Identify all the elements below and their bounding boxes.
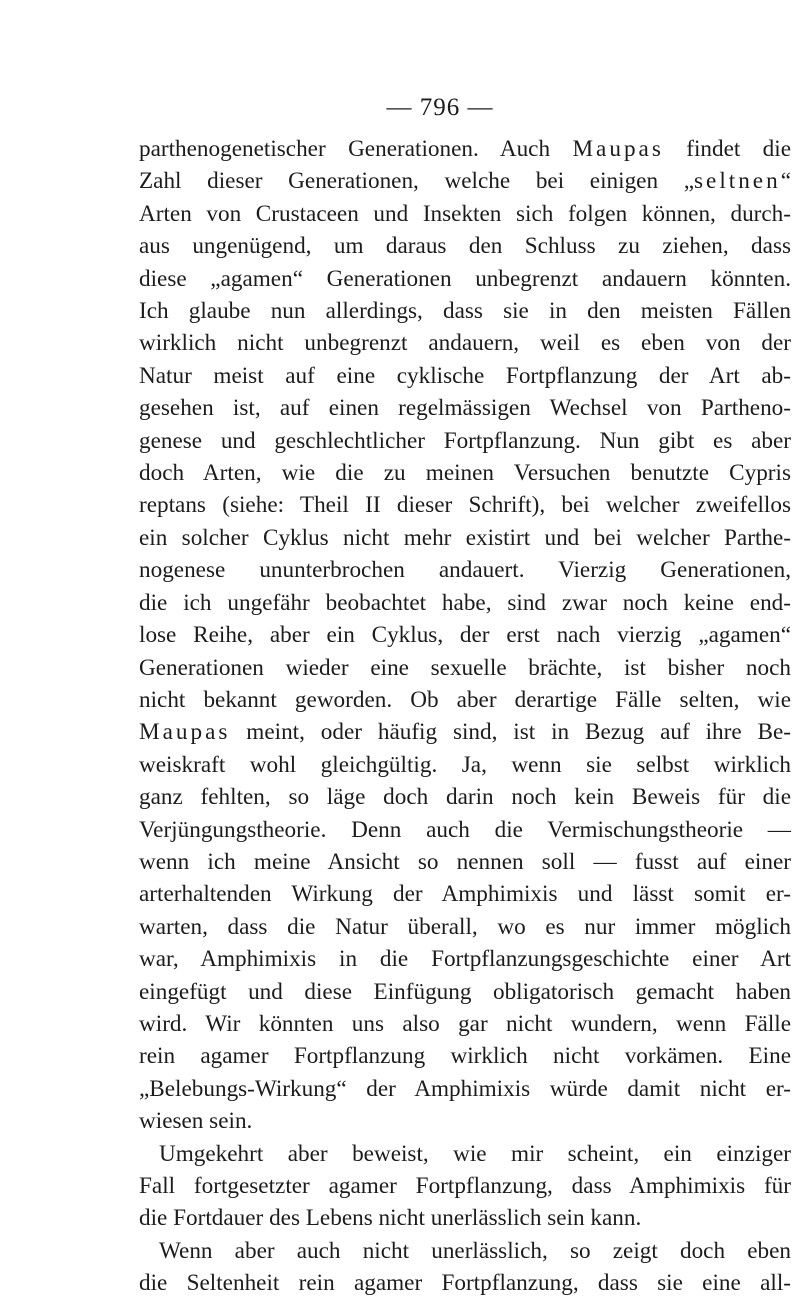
text-segment: Umgekehrt aber beweist, wie mir scheint, ein einziger	[159, 1140, 791, 1167]
text-segment: aus ungenügend, um daraus den Schluss zu ziehen, dass	[139, 233, 791, 260]
text-segment: Zahl dieser Generationen, welche bei einigen „	[139, 168, 695, 195]
text-segment: ein solcher Cyklus nicht mehr existirt und bei welcher Parthe-	[139, 524, 791, 551]
text-line	[139, 457, 791, 489]
text-line	[139, 425, 791, 457]
text-segment: Natur meist auf eine cyklische Fortpflanzung der Art ab-	[139, 362, 791, 389]
text-segment: diese „agamen“ Generationen unbegrenzt andauern könnten.	[139, 265, 791, 292]
text-segment: genese und geschlechtlicher Fortpflanzung. Nun gibt es aber	[139, 427, 791, 454]
text-segment: die Fortdauer des Lebens nicht unerlässlich sein kann.	[139, 1205, 642, 1232]
text-segment: wirklich nicht unbegrenzt andauern, weil es eben von der	[139, 330, 791, 357]
text-line	[139, 263, 791, 295]
text-line	[139, 976, 791, 1008]
text-segment: die Seltenheit rein agamer Fortpflanzung, dass sie eine all-	[139, 1270, 791, 1297]
text-segment: nogenese ununterbrochen andauert. Vierzig Generationen,	[139, 557, 791, 584]
text-line	[139, 327, 791, 359]
text-line	[139, 1008, 791, 1040]
text-line	[139, 489, 791, 521]
text-line	[139, 749, 791, 781]
text-segment: Arten von Crustaceen und Insekten sich folgen können, durch-	[139, 200, 791, 227]
text-segment: warten, dass die Natur überall, wo es nur immer möglich	[139, 913, 791, 940]
text-line	[139, 360, 791, 392]
body-text	[139, 133, 791, 1300]
text-line	[139, 198, 791, 230]
emphasized-text: seltnen	[694, 168, 781, 195]
text-line	[139, 587, 791, 619]
text-line	[139, 911, 791, 943]
page-number: — 796 —	[386, 94, 494, 121]
text-line	[139, 1073, 791, 1105]
text-segment: doch Arten, wie die zu meinen Versuchen benutzte Cypris	[139, 460, 791, 487]
text-segment: Verjüngungstheorie. Denn auch die Vermischungstheorie —	[139, 816, 791, 843]
text-line	[139, 781, 791, 813]
text-segment: ganz fehlten, so läge doch darin noch kein Beweis für die	[139, 784, 791, 811]
text-line	[139, 943, 791, 975]
text-line	[139, 230, 791, 262]
text-line	[139, 846, 791, 878]
text-segment: weiskraft wohl gleichgültig. Ja, wenn sie selbst wirklich	[139, 751, 791, 778]
text-segment: parthenogenetischer Generationen. Auch	[139, 136, 573, 162]
text-segment: Generationen wieder eine sexuelle brächte, ist bisher noch	[139, 654, 791, 681]
text-line	[139, 392, 791, 424]
text-line	[139, 716, 791, 748]
text-line	[139, 878, 791, 910]
text-segment: die ich ungefähr beobachtet habe, sind zwar noch keine end-	[139, 589, 791, 616]
text-line	[139, 619, 791, 651]
text-segment: Fall fortgesetzter agamer Fortpflanzung, dass Amphimixis für	[139, 1173, 791, 1199]
text-line	[139, 814, 791, 846]
text-segment: war, Amphimixis in die Fortpflanzungsgeschichte einer Art	[139, 946, 791, 973]
text-segment: lose Reihe, aber ein Cyklus, der erst nach vierzig „agamen“	[139, 622, 791, 649]
text-line	[139, 684, 791, 716]
text-segment: wiesen sein.	[139, 1108, 253, 1135]
text-line	[139, 133, 791, 165]
text-line	[139, 1202, 791, 1234]
text-segment: eingefügt und diese Einfügung obligatorisch gemacht haben	[139, 978, 791, 1005]
text-line	[139, 1105, 791, 1137]
text-line	[139, 652, 791, 684]
text-line	[139, 522, 791, 554]
text-segment: meint, oder häufig sind, ist in Bezug auf ihre Be-	[230, 719, 791, 746]
text-segment: “	[780, 168, 791, 195]
text-line	[139, 1235, 791, 1267]
text-line	[139, 295, 791, 327]
text-segment: arterhaltenden Wirkung der Amphimixis und lässt somit er-	[139, 881, 791, 908]
text-line	[139, 1138, 791, 1170]
text-segment: Ich glaube nun allerdings, dass sie in den meisten Fällen	[139, 298, 791, 325]
text-segment: nicht bekannt geworden. Ob aber derartige Fälle selten, wie	[139, 686, 791, 713]
text-segment: wird. Wir könnten uns also gar nicht wundern, wenn Fälle	[139, 1010, 791, 1037]
emphasized-text: Maupas	[572, 136, 664, 162]
text-line	[139, 1040, 791, 1072]
text-segment: wenn ich meine Ansicht so nennen soll — fusst auf einer	[139, 848, 791, 875]
text-segment: Wenn aber auch nicht unerlässlich, so zeigt doch eben	[159, 1237, 791, 1264]
text-segment: reptans (siehe: Theil II dieser Schrift), bei welcher zweifellos	[139, 492, 791, 519]
text-line	[139, 554, 791, 586]
text-line	[139, 1170, 791, 1202]
text-line	[139, 1267, 791, 1299]
text-segment: rein agamer Fortpflanzung wirklich nicht vorkämen. Eine	[139, 1043, 791, 1070]
text-line	[139, 165, 791, 197]
emphasized-text: Maupas	[139, 719, 231, 746]
text-segment: „Belebungs-Wirkung“ der Amphimixis würde damit nicht er-	[139, 1075, 791, 1102]
text-segment: findet die	[663, 136, 791, 162]
text-segment: gesehen ist, auf einen regelmässigen Wechsel von Partheno-	[139, 395, 791, 422]
